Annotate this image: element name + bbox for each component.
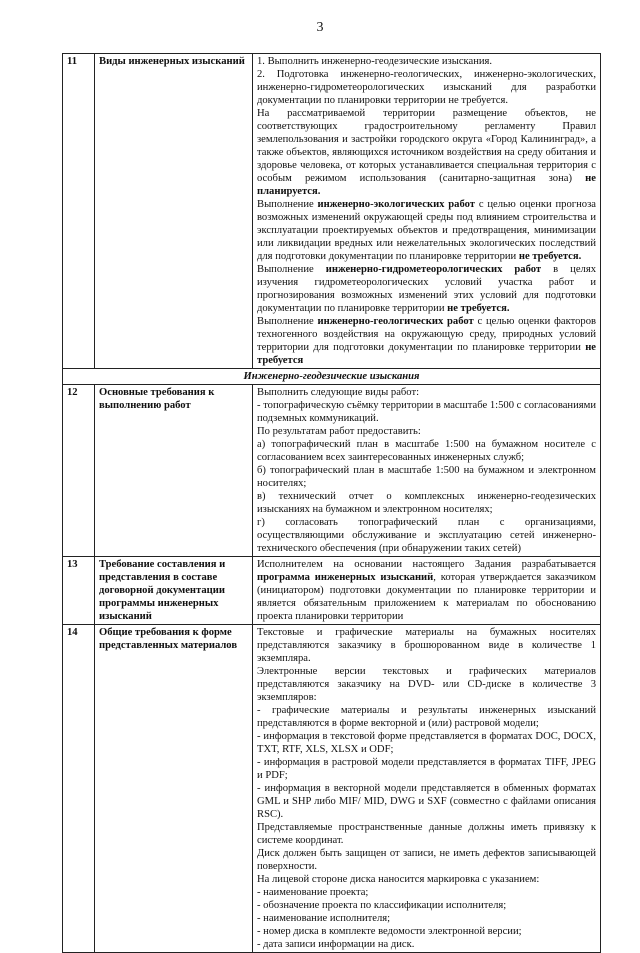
row-number: 14 [63,625,95,953]
section-row [63,369,601,385]
paragraph: Исполнителем на основании настоящего Задания разрабатывается программа инженерных изысканий, которая утверждается заказчиком (инициатором) подготовки документации по планировке территории и является обязательным приложением к материалам по обоснованию проекта планировки территории [257,559,596,622]
paragraph: 2. Подготовка инженерно-геологических, инженерно-экологических, инженерно-гидрометеорологических изысканий для разработки документации по планировки территории не требуется. [257,69,596,106]
paragraph: На рассматриваемой территории размещение объектов, не соответствующих градостроительному регламенту Правил землепользования и застройки городского округа «Город Калининград», а также объектов, являющихся источником воздействия на среду обитания и здоровье человека, от которых устанавливается специальная территория с особым режимом использования (санитарно-защитная зона) не планируется. [257,108,596,197]
paragraph: Текстовые и графические материалы на бумажных носителях представляются заказчику в брошюрованном виде в количестве 1 экземпляра. [257,627,596,664]
table-row-13 [63,557,601,625]
paragraph: Электронные версии текстовых и графических материалов представляются заказчику на DVD- или CD-диске в количестве 3 экземпляров: [257,666,596,703]
paragraph: - графические материалы и результаты инженерных изысканий представляются в форме векторной и (или) растровой модели; [257,705,596,729]
row-title: Виды инженерных изысканий [95,54,253,369]
paragraph: - обозначение проекта по классификации исполнителя; [257,900,507,911]
row-title: Требование составления и представления в составе договорной документации программы инженерных изысканий [95,557,253,625]
paragraph: - топографическую съёмку территории в масштабе 1:500 с согласованиями подземных коммуникаций. [257,400,596,424]
row-content [253,385,601,557]
paragraph: Диск должен быть защищен от записи, не иметь дефектов записывающей поверхности. [257,848,596,872]
paragraph: По результатам работ предоставить: [257,426,421,437]
table-row-14 [63,625,601,953]
paragraph: а) топографический план в масштабе 1:500 на бумажном носителе с согласованием всех заинтересованных инженерных служб; [257,439,596,463]
row-number: 11 [63,54,95,369]
table-row-11 [63,54,601,369]
paragraph: - информация в векторной модели представляется в обменных форматах GML и SHP либо MIF/ MID, DWG и SXF (совместно с файлами описания RSC). [257,783,596,820]
paragraph: Выполнение инженерно-геологических работ с целью оценки факторов техногенного воздействия на окружающую среду, природных условий территории для подготовки документации по планировке территории не требуется [257,316,596,366]
paragraph: - наименование исполнителя; [257,913,391,924]
paragraph: - информация в растровой модели представляется в форматах TIFF, JPEG и PDF; [257,757,596,781]
requirements-table [62,53,601,953]
paragraph: 1. Выполнить инженерно-геодезические изыскания. [257,56,493,67]
row-number: 12 [63,385,95,557]
row-title: Общие требования к форме представленных материалов [95,625,253,953]
paragraph: - дата записи информации на диск. [257,939,415,950]
paragraph: г) согласовать топографический план с организациями, осуществляющими обслуживание и эксплуатацию сетей инженерно-технического обеспечения (при обнаружении таких сетей) [257,517,596,554]
paragraph: Выполнение инженерно-экологических работ с целью оценки прогноза возможных изменений окружающей среды под влиянием строительства и эксплуатации проектируемых объектов и предотвращения, минимизации или ликвидации вредных или нежелательных экологических последствий для подготовки документации по планировке территории не требуется. [257,199,596,262]
page-number: 3 [316,20,324,35]
paragraph: - наименование проекта; [257,887,369,898]
paragraph: Представляемые пространственные данные должны иметь привязку к системе координат. [257,822,596,846]
paragraph: Выполнение инженерно-гидрометеорологических работ в целях изучения гидрометеорологических условий участка работ и прогнозирования возможных изменений этих условий для подготовки документации по планировке территории не требуется. [257,264,596,314]
row-content [253,557,601,625]
table-row-12 [63,385,601,557]
paragraph: в) технический отчет о комплексных инженерно-геодезических изысканиях на бумажном и электронном носителях; [257,491,596,515]
row-number: 13 [63,557,95,625]
paragraph: Выполнить следующие виды работ: [257,387,420,398]
paragraph: - информация в текстовой форме представляется в форматах DOC, DOCX, TXT, RTF, XLS, XLSX и ODF; [257,731,596,755]
section-title: Инженерно-геодезические изыскания [63,369,601,385]
row-content [253,625,601,953]
paragraph: На лицевой стороне диска наносится маркировка с указанием: [257,874,540,885]
row-content [253,54,601,369]
row-title: Основные требования к выполнению работ [95,385,253,557]
paragraph: б) топографический план в масштабе 1:500 на бумажном и электронном носителях; [257,465,596,489]
paragraph: - номер диска в комплекте ведомости электронной версии; [257,926,522,937]
